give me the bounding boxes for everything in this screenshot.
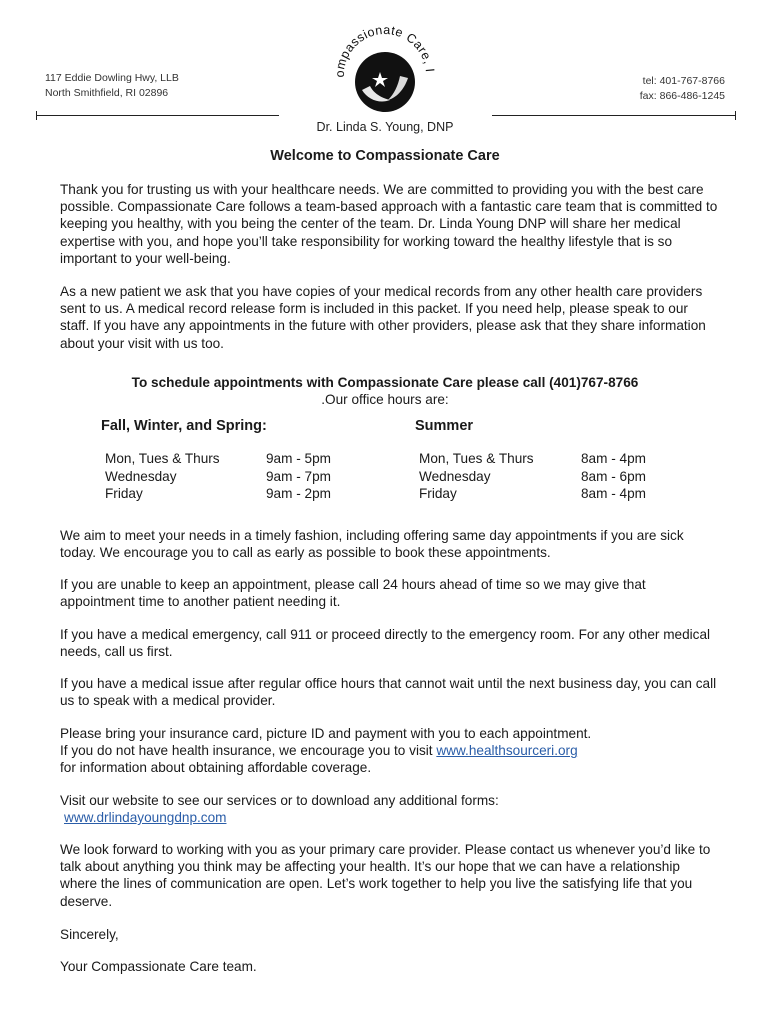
fax-number: fax: 866-486-1245 bbox=[639, 90, 725, 102]
logo-arc-text: ompassionate Care, I bbox=[332, 22, 437, 78]
insurance-line-2 bbox=[60, 742, 720, 759]
clinic-address bbox=[45, 71, 179, 101]
insurance-paragraph bbox=[60, 725, 720, 777]
sincerely-line: Sincerely, bbox=[60, 927, 119, 942]
fall-day: Wednesday bbox=[105, 469, 177, 484]
summer-day: Wednesday bbox=[419, 469, 491, 484]
signature-line: Your Compassionate Care team. bbox=[60, 959, 257, 974]
compassionate-care-logo bbox=[330, 20, 440, 118]
rule-tick-left bbox=[36, 111, 37, 120]
header-rule-left bbox=[36, 115, 279, 116]
doctor-name: Dr. Linda S. Young, DNP bbox=[316, 120, 454, 134]
header-rule-right bbox=[492, 115, 736, 116]
insurance-line-1: Please bring your insurance card, picture ID and payment with you to each appointment. bbox=[60, 726, 592, 741]
fall-time: 9am - 5pm bbox=[266, 451, 331, 466]
cancel-paragraph: If you are unable to keep an appointment, please call 24 hours ahead of time so we may give that appointment time to another patient needing it. bbox=[60, 577, 646, 610]
closing-paragraph: We look forward to working with you as your primary care provider. Please contact us whenever you’d like to talk about anything you think may be affecting your health. It’s our hope that we can have a relationship where the lines of communication are open. Let’s work together to help you live the satisfying life that you deserve. bbox=[60, 842, 711, 909]
clinic-contact bbox=[640, 74, 725, 104]
rule-tick-right bbox=[735, 111, 736, 120]
page-title: Welcome to Compassionate Care bbox=[270, 148, 500, 164]
fall-hours-heading: Fall, Winter, and Spring: bbox=[101, 418, 267, 434]
summer-time: 8am - 4pm bbox=[581, 486, 646, 501]
summer-day: Friday bbox=[419, 486, 457, 501]
summer-time: 8am - 4pm bbox=[581, 451, 646, 466]
emergency-paragraph: If you have a medical emergency, call 911 or proceed directly to the emergency room. For any other medical needs, call us first. bbox=[60, 627, 711, 660]
fall-day: Mon, Tues & Thurs bbox=[105, 451, 220, 466]
website-paragraph bbox=[60, 792, 720, 826]
hours-intro: .Our office hours are: bbox=[321, 392, 449, 407]
intro-paragraph-2: As a new patient we ask that you have copies of your medical records from any other health care providers sent to us. A medical record release form is included in this packet. If you need help, please speak to our staff. If you have any appointments in the future with other providers, please ask that they share information about your visit with us too. bbox=[60, 284, 706, 351]
after-hours-paragraph: If you have a medical issue after regular office hours that cannot wait until the next business day, you can call us to speak with a medical provider. bbox=[60, 676, 717, 709]
website-line: Visit our website to see our services or to download any additional forms: bbox=[60, 793, 499, 808]
healthsource-link[interactable]: www.healthsourceri.org bbox=[436, 743, 578, 759]
website-link[interactable]: www.drlindayoungdnp.com bbox=[64, 810, 227, 826]
insurance-line-3: for information about obtaining affordable coverage. bbox=[60, 760, 372, 776]
insurance-visit-text: If you do not have health insurance, we encourage you to visit bbox=[60, 743, 437, 759]
fall-time: 9am - 2pm bbox=[266, 486, 331, 501]
summer-time: 8am - 6pm bbox=[581, 469, 646, 484]
tel-number: tel: 401-767-8766 bbox=[642, 75, 725, 87]
schedule-call-line: To schedule appointments with Compassionate Care please call (401)767-8766 bbox=[131, 375, 639, 390]
address-line-1: 117 Eddie Dowling Hwy, LLB bbox=[45, 72, 179, 84]
fall-day: Friday bbox=[105, 486, 143, 501]
intro-paragraph-1: Thank you for trusting us with your healthcare needs. We are committed to providing you with the best care possible. Compassionate Care follows a team-based approach with a fantastic care team that is committed to keeping you healthy, with you being the center of the team. Dr. Linda Young DNP will share her medical expertise with you, and hope you’ll take responsibility for working toward the healthy lifestyle that is so important to your well-being. bbox=[60, 182, 718, 266]
summer-hours-heading: Summer bbox=[415, 418, 474, 434]
address-line-2: North Smithfield, RI 02896 bbox=[45, 87, 169, 99]
summer-day: Mon, Tues & Thurs bbox=[419, 451, 534, 466]
fall-time: 9am - 7pm bbox=[266, 469, 331, 484]
timely-paragraph: We aim to meet your needs in a timely fashion, including offering same day appointments if you are sick today. We encourage you to call as early as possible to book these appointments. bbox=[60, 528, 684, 561]
